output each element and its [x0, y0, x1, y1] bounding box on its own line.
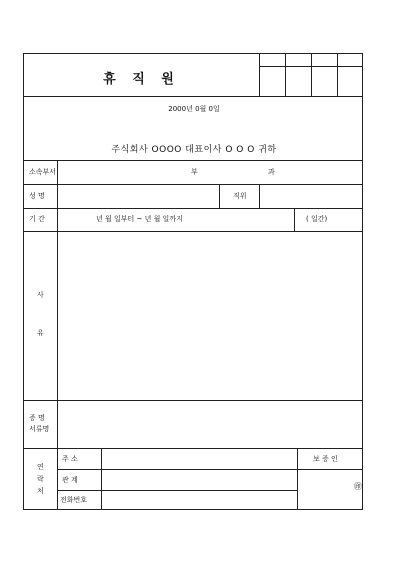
relation-label: 관 계	[62, 476, 78, 484]
phone-label: 전화번호	[60, 496, 88, 504]
dept-label: 소속부서	[29, 168, 57, 176]
proof-label-1: 증 명	[29, 414, 45, 422]
rule-contact-column	[57, 448, 58, 509]
name-field[interactable]	[58, 185, 219, 208]
dept-bu-label: 부	[191, 168, 198, 176]
contact-label-3: 처	[37, 487, 44, 495]
guarantor-field[interactable]	[298, 470, 362, 509]
dept-field[interactable]	[58, 161, 362, 184]
rule-name-bottom	[24, 208, 362, 209]
address-field[interactable]	[102, 449, 297, 469]
period-text[interactable]: 년 월 일부터 ~ 년 월 일까지	[96, 215, 183, 223]
contact-label-2: 락	[37, 475, 44, 483]
period-label: 기 간	[29, 215, 45, 223]
position-field[interactable]	[260, 185, 362, 208]
position-label: 직위	[233, 192, 247, 200]
days-text[interactable]: ( 일간)	[306, 215, 328, 223]
reason-field[interactable]	[58, 232, 362, 400]
contact-label-1: 연	[37, 463, 44, 471]
addressee-line: 주식회사 OOOO 대표이사 O O O 귀하	[111, 145, 277, 155]
dept-gwa-label: 과	[268, 168, 275, 176]
phone-field[interactable]	[102, 491, 297, 509]
guarantor-label: 보 증 인	[313, 455, 338, 463]
form-title: 휴 직 원	[103, 72, 180, 87]
approval-box-2[interactable]	[286, 67, 311, 96]
address-label: 주 소	[62, 455, 78, 463]
approval-box-4[interactable]	[338, 67, 362, 96]
approval-box-3[interactable]	[312, 67, 337, 96]
approval-box-1[interactable]	[260, 67, 285, 96]
leave-application-form	[23, 53, 363, 510]
name-label: 성 명	[29, 192, 45, 200]
proof-field[interactable]	[58, 401, 362, 448]
proof-label-2: 서류명	[29, 425, 50, 433]
reason-label-2: 유	[37, 329, 44, 337]
rule-position-left	[219, 184, 220, 208]
rule-days-left	[294, 208, 295, 231]
application-date: 2000년 0월 0일	[168, 105, 220, 113]
reason-label-1: 사	[37, 291, 44, 299]
relation-field[interactable]	[102, 470, 297, 490]
seal-mark: ㊞	[354, 482, 362, 491]
rule-title-bottom	[24, 96, 362, 97]
